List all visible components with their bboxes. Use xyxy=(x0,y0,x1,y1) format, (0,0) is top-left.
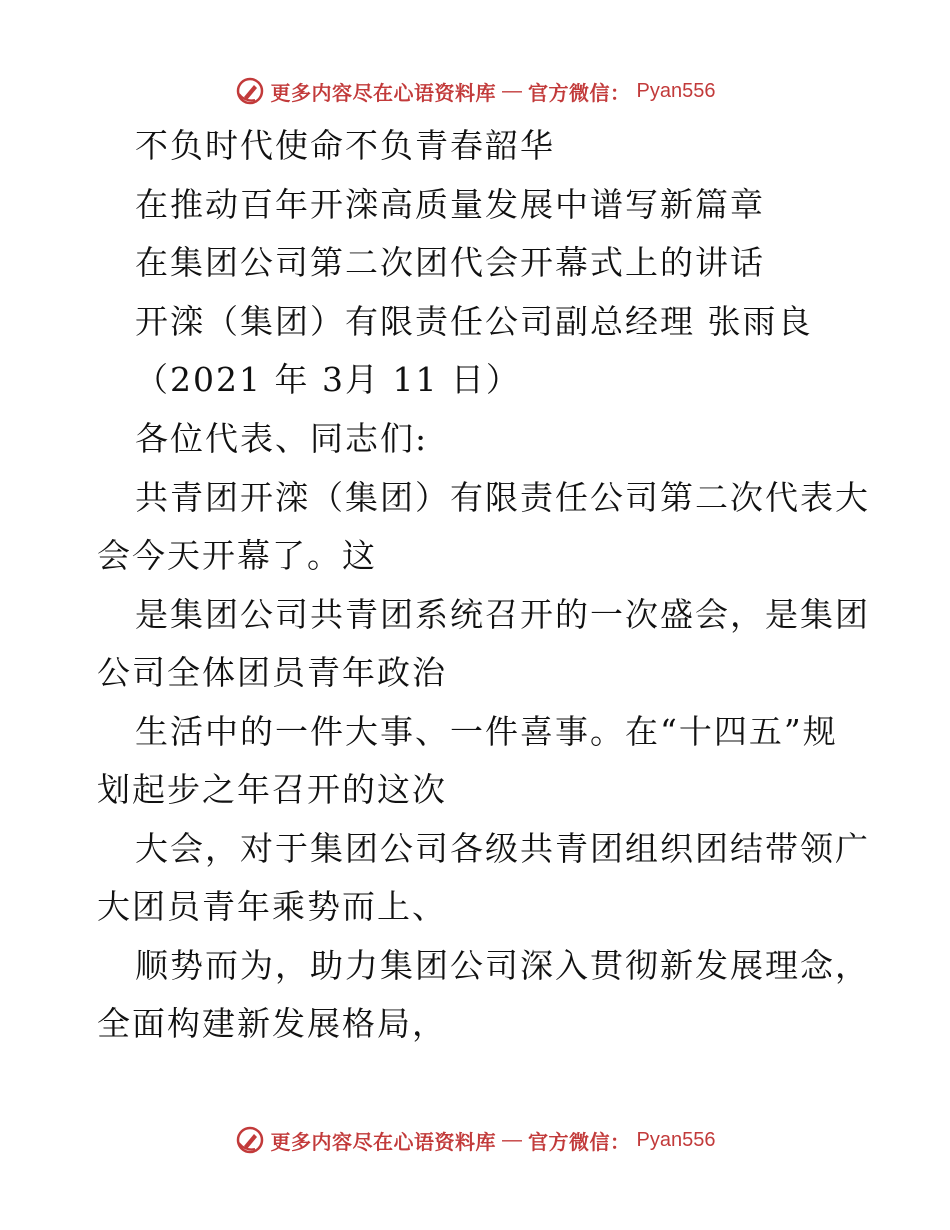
paragraph-line: 共青团开滦（集团）有限责任公司第二次代表大 xyxy=(135,478,870,517)
watermark-dash: — xyxy=(502,79,523,102)
watermark-wechat-id: Pyan556 xyxy=(636,79,716,102)
paragraph-line: 顺势而为，助力集团公司深入贯彻新发展理念， xyxy=(135,946,870,985)
watermark-suffix-text: 官方微信： xyxy=(528,80,631,105)
watermark-suffix-text: 官方微信： xyxy=(528,1129,631,1154)
doc-occasion-line: 在集团公司第二次团代会开幕式上的讲话 xyxy=(135,243,765,282)
doc-subtitle-line: 在推动百年开滦高质量发展中谱写新篇章 xyxy=(135,185,765,224)
doc-title-line: 不负时代使命不负青春韶华 xyxy=(135,126,555,165)
watermark-main-text: 更多内容尽在心语资料库 xyxy=(270,80,497,105)
watermark-dash: — xyxy=(502,1128,523,1151)
paragraph-line: 公司全体团员青年政治 xyxy=(97,653,447,692)
paragraph-line: 大团员青年乘势而上、 xyxy=(97,887,447,926)
doc-salutation-line: 各位代表、同志们: xyxy=(135,419,429,458)
paragraph-line: 会今天开幕了。这 xyxy=(97,536,377,575)
pen-nib-swirl-icon xyxy=(235,1125,265,1155)
pen-nib-swirl-icon xyxy=(235,76,265,106)
header-watermark xyxy=(0,71,950,111)
watermark-wechat-id: Pyan556 xyxy=(636,1128,716,1151)
paragraph-line: 是集团公司共青团系统召开的一次盛会，是集团 xyxy=(135,595,870,634)
watermark-main-text: 更多内容尽在心语资料库 xyxy=(270,1129,497,1154)
paragraph-line: 大会，对于集团公司各级共青团组织团结带领广 xyxy=(135,829,870,868)
doc-date-line: （2021 年 3月 11 日） xyxy=(135,360,521,399)
paragraph-line: 划起步之年召开的这次 xyxy=(97,770,447,809)
paragraph-line: 生活中的一件大事、一件喜事。在“十四五”规 xyxy=(135,712,838,751)
paragraph-line: 全面构建新发展格局， xyxy=(97,1004,447,1043)
footer-watermark xyxy=(0,1120,950,1160)
doc-speaker-line: 开滦（集团）有限责任公司副总经理 张雨良 xyxy=(135,302,813,341)
